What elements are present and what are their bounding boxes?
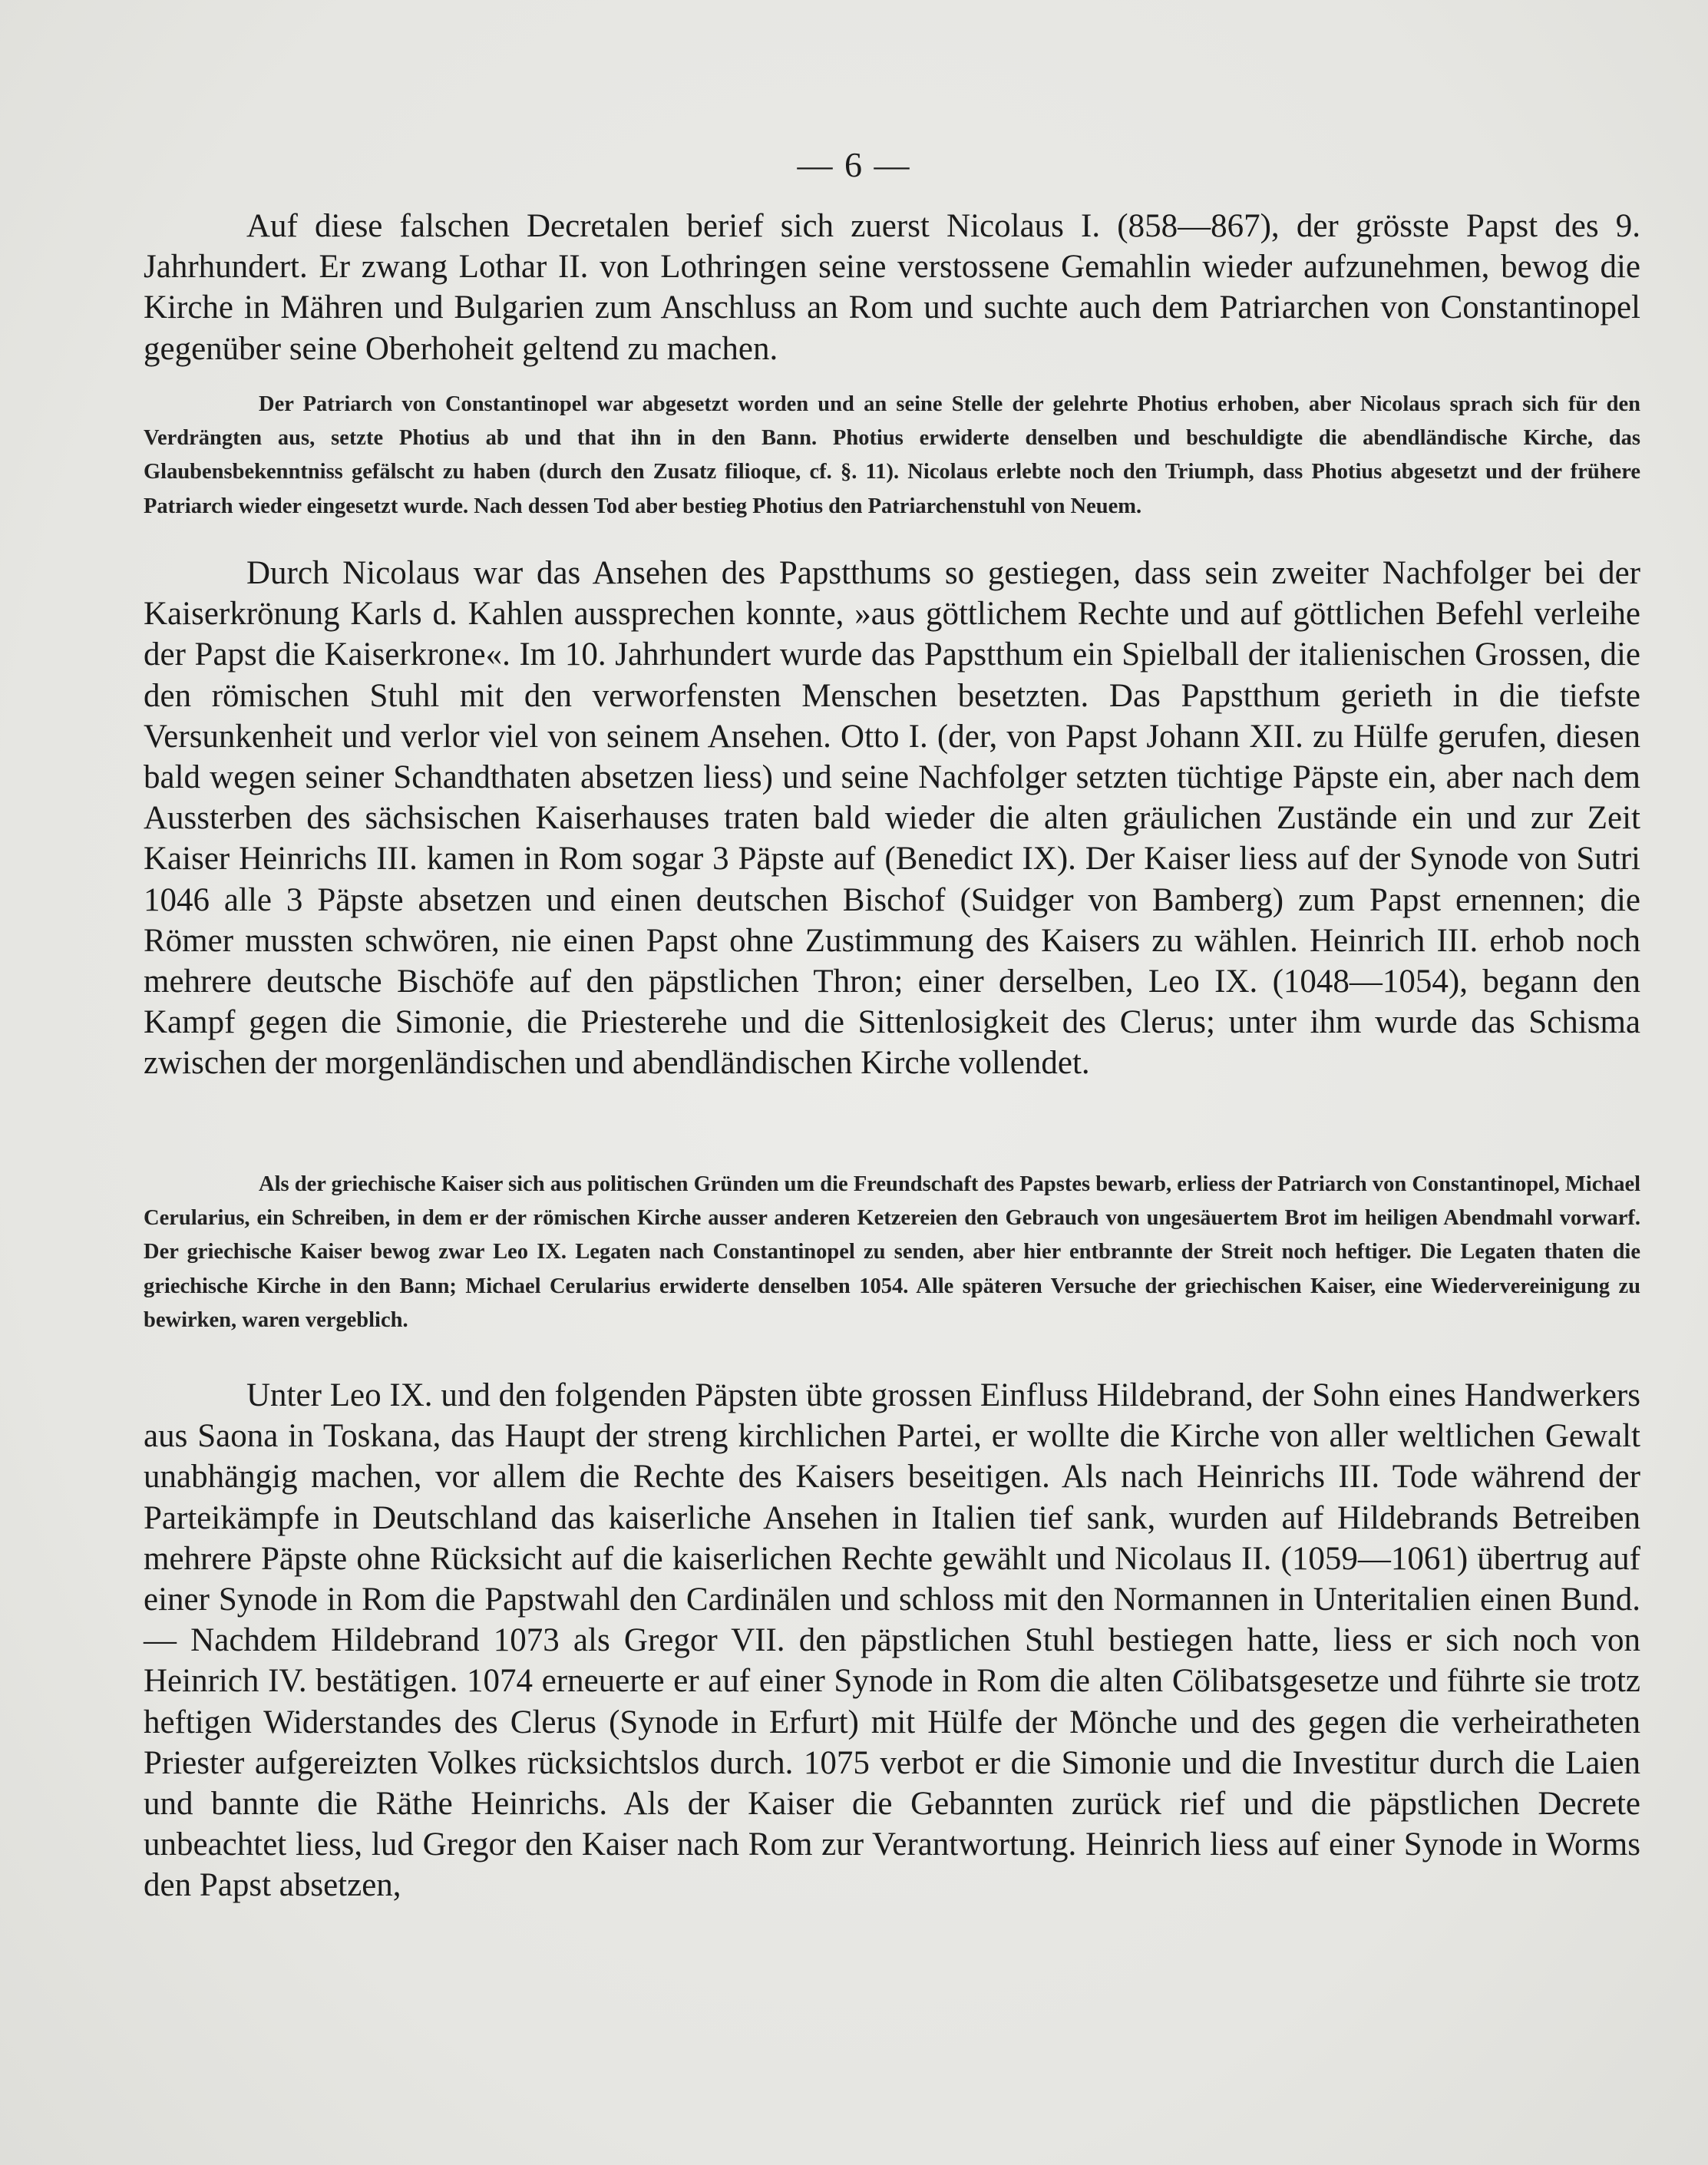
paragraph-hildebrand-gregor: Unter Leo IX. und den folgenden Päpsten übte grossen Einfluss Hildebrand, der Sohn eines Handwerkers aus Saona in Toskana, das Haupt der streng kirchlichen Partei, er wollte die Kirche von aller weltlichen Gewalt unabhängig machen, vor allem die Rechte des Kaisers beseitigen. Als nach Heinrichs III. Tode während der Parteikämpfe in Deutschland das kaiserliche Ansehen in Italien tief sank, wurden auf Hildebrands Betreiben mehrere Päpste ohne Rücksicht auf die kaiserlichen Rechte gewählt und Nicolaus II. (1059—1061) übertrug auf einer Synode in Rom die Papstwahl den Cardinälen und schloss mit den Normannen in Unteritalien einen Bund. — Nachdem Hildebrand 1073 als Gregor VII. den päpstlichen Stuhl bestiegen hatte, liess er sich noch von Heinrich IV. bestätigen. 1074 erneuerte er auf einer Synode in Rom die alten Cölibatsgesetze und führte sie trotz heftigen Widerstandes des Clerus (Synode in Erfurt) mit Hülfe der Mönche und des gegen die verheiratheten Priester aufgereizten Volkes rücksichtslos durch. 1075 verbot er die Simonie und die Investitur durch die Laien und bannte die Räthe Heinrichs. Als der Kaiser die Gebannten zurück rief und die päpstlichen Decrete unbeachtet liess, lud Gregor den Kaiser nach Rom zur Verantwortung. Heinrich liess auf einer Synode in Worms den Papst absetzen, bbox=[144, 1377, 1640, 1904]
paragraph-nicolaus-decretalen: Auf diese falschen Decretalen berief sich zuerst Nicolaus I. (858—867), der grösste Papst des 9. Jahrhundert. Er zwang Lothar II. von Lothringen seine verstossene Gemahlin wieder aufzunehmen, bewog die Kirche in Mähren und Bulgarien zum Anschluss an Rom und suchte auch dem Patriarchen von Constantinopel gegenüber seine Oberhoheit geltend zu machen. bbox=[144, 208, 1640, 367]
note-schisma-cerularius: Als der griechische Kaiser sich aus politischen Gründen um die Freundschaft des Papstes bewarb, erliess der Patriarch von Constantinopel, Michael Cerularius, ein Schreiben, in dem er der römischen Kirche ausser anderen Ketzereien den Gebrauch von ungesäuertem Brot im heiligen Abendmahl vorwarf. Der griechische Kaiser bewog zwar Leo IX. Legaten nach Constantinopel zu senden, aber hier entbrannte der Streit noch heftiger. Die Legaten thaten die griechische Kirche in den Bann; Michael Cerularius erwiderte denselben 1054. Alle späteren Versuche der griechischen Kaiser, eine Wiedervereinigung zu bewirken, waren vergeblich. bbox=[144, 1172, 1641, 1332]
page-number: — 6 — bbox=[797, 145, 911, 184]
note-patriarch-photius: Der Patriarch von Constantinopel war abgesetzt worden und an seine Stelle der gelehrte Photius erhoben, aber Nicolaus sprach sich für den Verdrängten aus, setzte Photius ab und that ihn in den Bann. Photius erwiderte denselben und beschuldigte die abendländische Kirche, das Glaubensbekenntniss gefälscht zu haben (durch den Zusatz filioque, cf. §. 11). Nicolaus erlebte noch den Triumph, dass Photius abgesetzt und der frühere Patriarch wieder eingesetzt wurde. Nach dessen Tod aber bestieg Photius den Patriarchenstuhl von Neuem. bbox=[144, 392, 1640, 518]
paragraph-papstthum-ansehen: Durch Nicolaus war das Ansehen des Papstthums so gestiegen, dass sein zweiter Nachfolger bei der Kaiserkrönung Karls d. Kahlen aussprechen konnte, »aus göttlichem Rechte und auf göttlichen Befehl verleihe der Papst die Kaiserkrone«. Im 10. Jahrhundert wurde das Papstthum ein Spielball der italienischen Grossen, die den römischen Stuhl mit den verworfensten Menschen besetzten. Das Papstthum gerieth in die tiefste Versunkenheit und verlor viel von seinem Ansehen. Otto I. (der, von Papst Johann XII. zu Hülfe gerufen, diesen bald wegen seiner Schandthaten absetzen liess) und seine Nachfolger setzten tüchtige Päpste ein, aber nach dem Aussterben des sächsischen Kaiserhauses traten bald wieder die alten gräulichen Zustände ein und zur Zeit Kaiser Heinrichs III. kamen in Rom sogar 3 Päpste auf (Benedict IX). Der Kaiser liess auf der Synode von Sutri 1046 alle 3 Päpste absetzen und einen deutschen Bischof (Suidger von Bamberg) zum Papst ernennen; die Römer mussten schwören, nie einen Papst ohne Zustimmung des Kaisers zu wählen. Heinrich III. erhob noch mehrere deutsche Bischöfe auf den päpstlichen Thron; einer derselben, Leo IX. (1048—1054), begann den Kampf gegen die Simonie, die Priesterehe und die Sittenlosigkeit des Clerus; unter ihm wurde das Schisma zwischen der morgenländischen und abendländischen Kirche vollendet. bbox=[144, 555, 1640, 1082]
